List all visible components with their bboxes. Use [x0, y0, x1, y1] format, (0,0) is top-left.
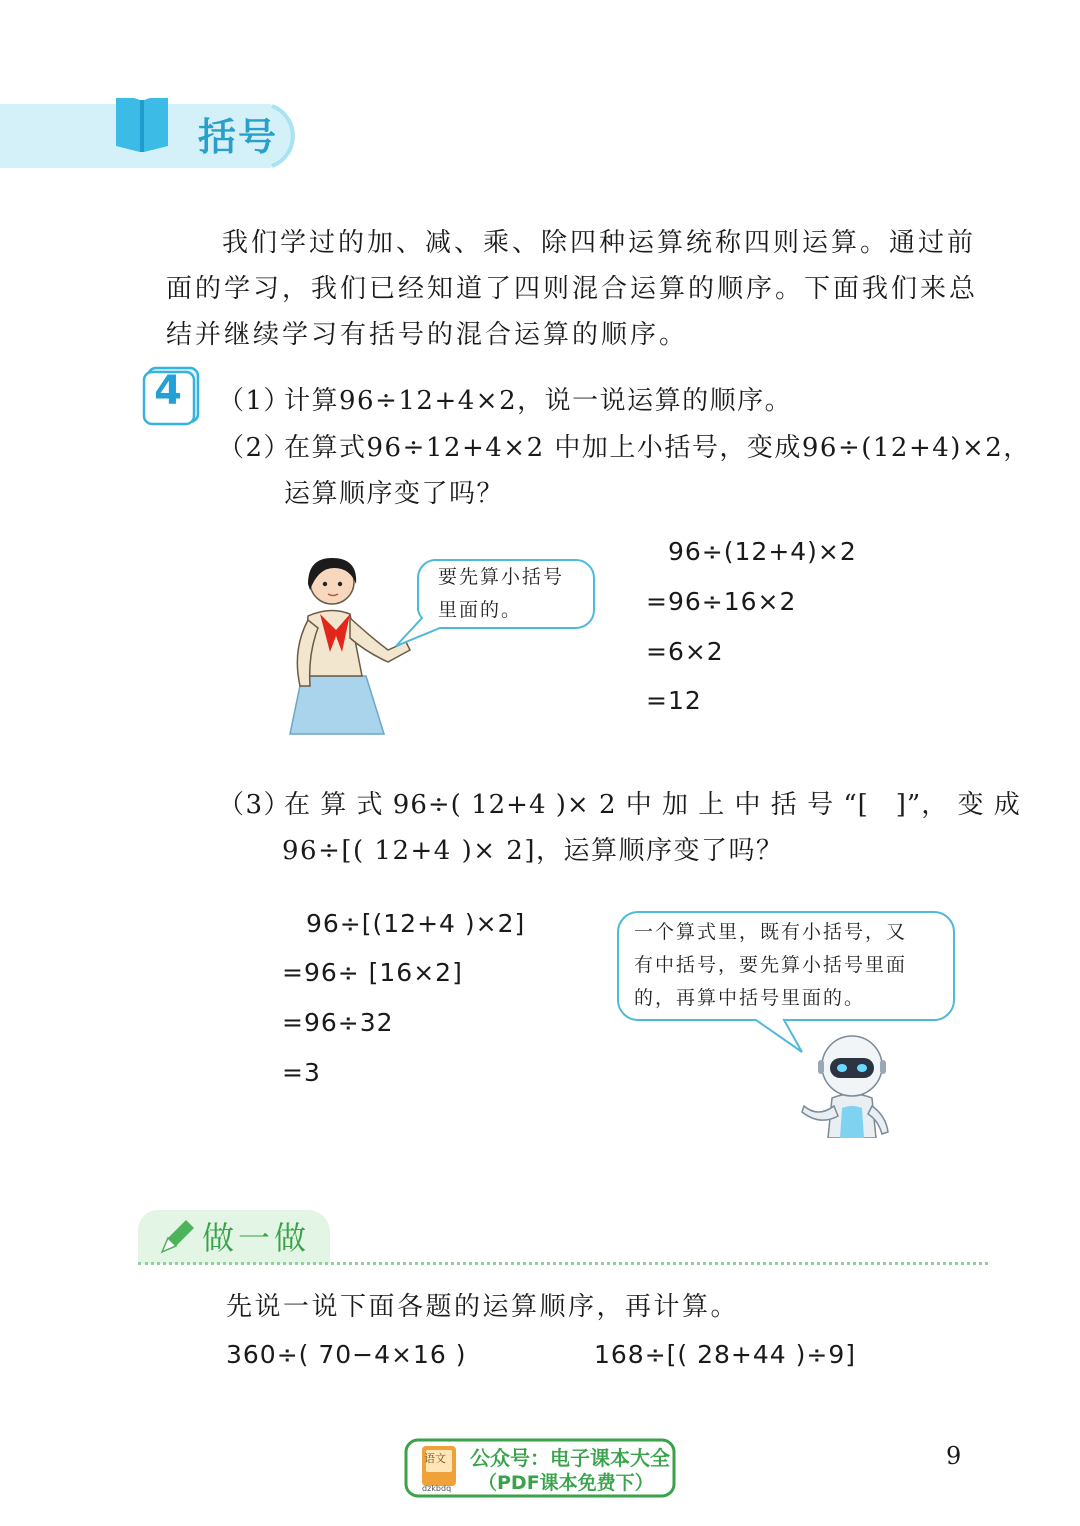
- calc2-step3: =96÷32: [282, 1008, 394, 1037]
- calc1-step2: =96÷16×2: [646, 587, 797, 616]
- q2-label: （2）: [218, 433, 292, 463]
- robot-bubble-line2: 有中括号，要先算小括号里面: [634, 954, 908, 976]
- q3-line1: 在 算 式 96÷( 12+4 )× 2 中 加 上 中 括 号 “[ ]”， 变 成: [284, 790, 1021, 820]
- calc2-step4: =3: [282, 1058, 321, 1087]
- practice-divider: [138, 1262, 988, 1265]
- q1-text: 计算96÷12+4×2，说一说运算的顺序。: [284, 386, 793, 416]
- watermark-line1: 公众号：电子课本大全: [470, 1446, 670, 1470]
- q2-line2: 运算顺序变了吗？: [284, 479, 505, 509]
- calc2-step2: =96÷ [16×2]: [282, 958, 463, 987]
- page-number: 9: [946, 1442, 962, 1470]
- watermark-badge-text: 语文: [424, 1452, 446, 1465]
- q3-line2: 96÷[( 12+4 )× 2]，运算顺序变了吗？: [282, 836, 784, 866]
- calc1-step1: 96÷(12+4)×2: [668, 537, 857, 566]
- calc2-step1: 96÷[(12+4 )×2]: [306, 909, 526, 938]
- watermark-line2: （PDF课本免费下）: [478, 1472, 654, 1494]
- practice-problem-2: 168÷[( 28+44 )÷9]: [594, 1340, 856, 1369]
- calc1-step4: =12: [646, 686, 702, 715]
- example-number: 4: [154, 368, 182, 414]
- robot-bubble-line1: 一个算式里，既有小括号，又: [634, 921, 908, 943]
- calc1-step3: =6×2: [646, 637, 724, 666]
- q3-label: （3）: [218, 790, 292, 820]
- girl-bubble-line1: 要先算小括号: [438, 566, 565, 588]
- practice-title: 做一做: [202, 1219, 311, 1257]
- robot-bubble-line3: 的，再算中括号里面的。: [634, 987, 866, 1009]
- practice-instruction: 先说一说下面各题的运算顺序，再计算。: [226, 1292, 740, 1322]
- watermark-small-text: dzkbdq: [422, 1484, 452, 1493]
- girl-bubble-line2: 里面的。: [438, 599, 523, 621]
- q2-line1: 在算式96÷12+4×2 中加上小括号，变成96÷(12+4)×2，: [284, 433, 1031, 463]
- section-title: 括号: [198, 115, 279, 159]
- book-icon: [116, 98, 168, 152]
- intro-paragraph: 我们学过的加、减、乘、除四种运算统称四则运算。通过前面的学习，我们已经知道了四则混合运算的顺序。下面我们来总结并继续学习有括号的混合运算的顺序。: [166, 228, 979, 350]
- q1-label: （1）: [218, 386, 292, 416]
- robot-illustration: [798, 1030, 900, 1138]
- practice-problem-1: 360÷( 70−4×16 ): [226, 1340, 467, 1369]
